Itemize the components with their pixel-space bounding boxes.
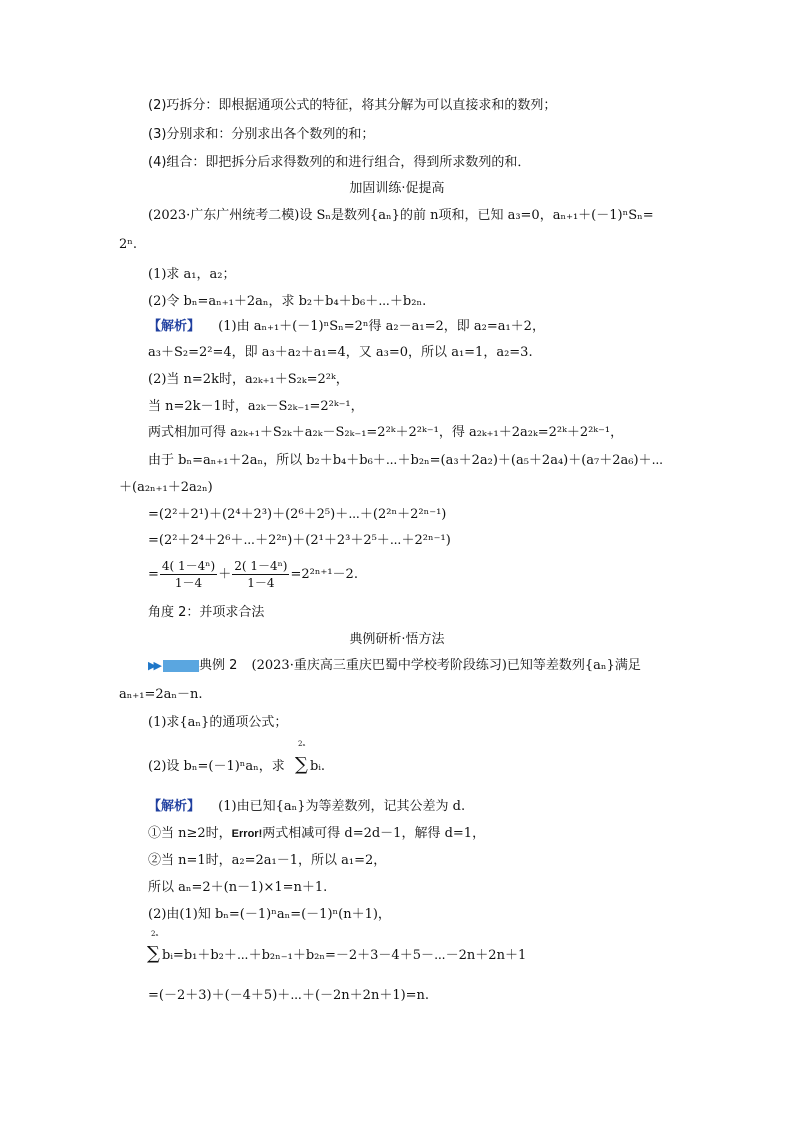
summation-upper-limit: 2ₙ: [298, 740, 306, 748]
problem1-solution-line5: 两式相加可得 a₂ₖ₊₁＋S₂ₖ＋a₂ₖ－S₂ₖ₋₁=2²ᵏ＋2²ᵏ⁻¹，得 a₂ₖ₊₁＋2a₂ₖ=2²ᵏ＋2²ᵏ⁻¹，: [148, 425, 624, 440]
method-step-4: (4)组合：即把拆分后求得数列的和进行组合，得到所求数列的和．: [148, 155, 531, 170]
fraction-1-denominator: 1－4: [174, 576, 203, 590]
problem1-solution-line7: ＋(a₂ₙ₊₁＋2a₂ₙ): [119, 480, 213, 495]
method-step-3: (3)分别求和：分别求出各个数列的和；: [148, 127, 375, 142]
summation-icon-2: ∑: [147, 943, 160, 964]
problem1-solution-line6: 由于 bₙ=aₙ₊₁＋2aₙ，所以 b₂＋b₄＋b₆＋⋯＋b₂ₙ=(a₃＋2a₂)＋(a₅＋2a₄)＋(a₇＋2a₆)＋⋯: [148, 453, 664, 468]
example2-solution-line6: bᵢ=b₁＋b₂＋⋯＋b₂ₙ₋₁＋b₂ₙ=－2＋3－4＋5－⋯－2n＋2n＋1: [162, 948, 527, 963]
error-field: Error!: [231, 828, 263, 840]
example2-stem-text: (2023·重庆高三重庆巴蜀中学校考阶段练习)已知等差数列{aₙ}满足: [251, 658, 641, 673]
example-marker: [148, 659, 199, 672]
fraction-1: [160, 558, 217, 591]
problem1-solution-line2: a₃＋S₂=2²=4，即 a₃＋a₂＋a₁=4，又 a₃=0，所以 a₁=1，a₂=3.: [148, 345, 533, 360]
example2-label: 典例 2: [199, 658, 238, 673]
problem1-solution-line3: (2)当 n=2k时，a₂ₖ₊₁＋S₂ₖ=2²ᵏ，: [148, 372, 349, 387]
problem1-solution-line1: [148, 318, 545, 336]
solution-text: (1)由 aₙ₊₁＋(－1)ⁿSₙ=2ⁿ得 a₂－a₁=2，即 a₂=a₁＋2，: [218, 319, 545, 334]
section-heading-example: 典例研析·悟方法: [349, 632, 445, 647]
problem1-solution-line4: 当 n=2k－1时，a₂ₖ－S₂ₖ₋₁=2²ᵏ⁻¹，: [148, 399, 364, 414]
solution-tag-2: 【解析】: [148, 799, 201, 814]
summation-icon: ∑: [295, 754, 308, 775]
case-n-ge-2: ①当 n≥2时，: [148, 826, 232, 841]
problem1-solution-line8: =(2²＋2¹)＋(2⁴＋2³)＋(2⁶＋2⁵)＋⋯＋(2²ⁿ＋2²ⁿ⁻¹): [148, 507, 447, 522]
solution-tag: 【解析】: [148, 319, 201, 334]
problem1-question-1: (1)求 a₁，a₂；: [148, 267, 236, 282]
problem1-solution-line9: =(2²＋2⁴＋2⁶＋⋯＋2²ⁿ)＋(2¹＋2³＋2⁵＋⋯＋2²ⁿ⁻¹): [148, 533, 451, 548]
case-n-ge-2-result: 两式相减可得 d=2d－1，解得 d=1，: [262, 826, 486, 841]
example2-question-2-term: bᵢ.: [310, 759, 326, 774]
summation-upper-limit-2: 2ₙ: [151, 930, 159, 938]
problem1-question-2: (2)令 bₙ=aₙ₊₁＋2aₙ，求 b₂＋b₄＋b₆＋⋯＋b₂ₙ.: [148, 294, 427, 309]
example2-solution-line4: 所以 aₙ=2＋(n－1)×1=n＋1.: [148, 880, 328, 895]
example2-solution-line3: ②当 n=1时，a₂=2a₁－1，所以 a₁=2，: [148, 853, 387, 868]
example2-solution-line1: [148, 798, 465, 816]
example2-question-2-text: (2)设 bₙ=(－1)ⁿaₙ，求: [148, 759, 285, 774]
fraction-1-numerator: 4( 1－4ⁿ): [161, 559, 216, 573]
example2-solution-line2: [148, 825, 485, 843]
problem1-fraction-line: = $\frac{\text{4( 1－4ⁿ)}}{1-4}$ ＋ $\frac{\text{2( 1－4ⁿ)}}{1-4}$ =2²ⁿ⁺¹－2.: [148, 559, 358, 590]
angle-heading: 角度 2：并项求合法: [148, 605, 265, 620]
fraction-2-denominator: 1－4: [247, 576, 275, 590]
fraction-line-result: =2²ⁿ⁺¹－2.: [290, 567, 358, 582]
example2-solution-line5: (2)由(1)知 bₙ=(－1)ⁿaₙ=(－1)ⁿ(n＋1)，: [148, 907, 391, 922]
example2-solution-line7: =(－2＋3)＋(－4＋5)＋⋯＋(－2n＋2n＋1)=n.: [148, 988, 430, 1003]
fast-forward-icon: ▶▶: [148, 659, 159, 672]
solution-text-2: (1)由已知{aₙ}为等差数列，记其公差为 d.: [218, 799, 466, 814]
example-label-bar: [163, 660, 199, 672]
section-heading-practice: 加固训练·促提高: [349, 181, 445, 196]
example2-stem-line2: aₙ₊₁=2aₙ－n.: [119, 687, 203, 702]
problem1-stem-line2: 2ⁿ.: [119, 237, 138, 252]
example2-question-1: (1)求{aₙ}的通项公式；: [148, 715, 288, 730]
example2-stem-line1: [199, 657, 641, 675]
fraction-2: [232, 558, 289, 591]
problem1-stem-line1: (2023·广东广州统考二模)设 Sₙ是数列{aₙ}的前 n项和，已知 a₃=0，aₙ₊₁＋(－1)ⁿSₙ=: [148, 208, 654, 223]
method-step-2: (2)巧拆分：即根据通项公式的特征，将其分解为可以直接求和的数列；: [148, 98, 557, 113]
fraction-2-numerator: 2( 1－4ⁿ): [234, 559, 288, 573]
